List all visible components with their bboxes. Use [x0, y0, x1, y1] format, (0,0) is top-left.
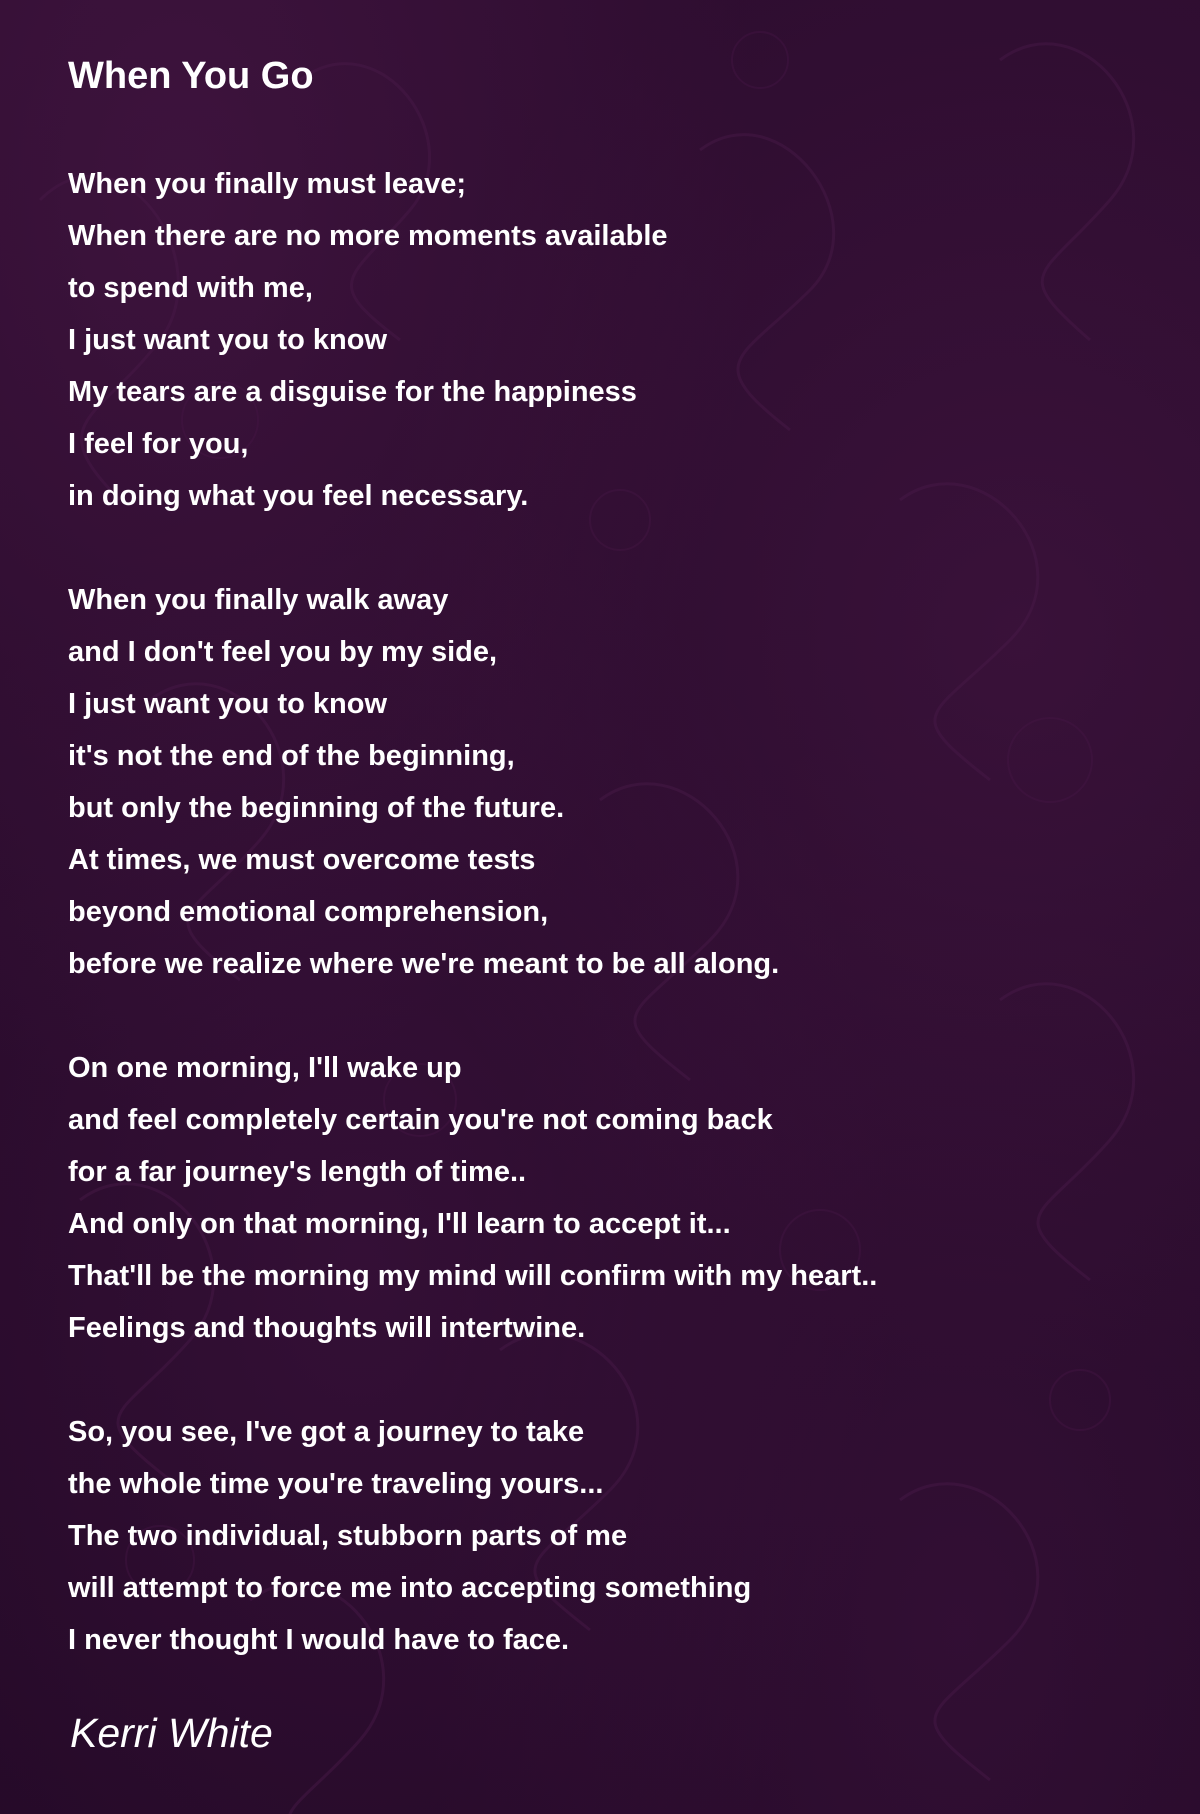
poem-line: beyond emotional comprehension,: [68, 896, 549, 928]
poem-title: When You Go: [68, 55, 314, 97]
poem-line: I never thought I would have to face.: [68, 1624, 570, 1656]
stanza-3: [68, 1042, 1148, 1354]
poem-line: it's not the end of the beginning,: [68, 740, 515, 772]
poem-line: That'll be the morning my mind will confirm with my heart..: [68, 1260, 878, 1292]
poem-line: When there are no more moments available: [68, 220, 668, 252]
poem-line: And only on that morning, I'll learn to accept it...: [68, 1208, 731, 1240]
poem-line: to spend with me,: [68, 272, 313, 304]
poem-line: Feelings and thoughts will intertwine.: [68, 1312, 586, 1344]
stanza-1: [68, 158, 1148, 522]
poem-line: I just want you to know: [68, 324, 387, 356]
stanza-4: [68, 1406, 1148, 1666]
poem-line: The two individual, stubborn parts of me: [68, 1520, 628, 1552]
poem-line: will attempt to force me into accepting something: [68, 1572, 752, 1604]
poem-line: in doing what you feel necessary.: [68, 480, 529, 512]
poem-line: and I don't feel you by my side,: [68, 636, 498, 668]
poem-line: At times, we must overcome tests: [68, 844, 536, 876]
poem-line: On one morning, I'll wake up: [68, 1052, 462, 1084]
poem-line: I just want you to know: [68, 688, 387, 720]
stanza-2: [68, 574, 1148, 990]
poem-author: Kerri White: [70, 1710, 273, 1756]
poem-body: [68, 158, 1148, 1666]
poem-line: I feel for you,: [68, 428, 249, 460]
poem-line: the whole time you're traveling yours...: [68, 1468, 604, 1500]
poem-line: and feel completely certain you're not coming back: [68, 1104, 773, 1136]
poem-line: My tears are a disguise for the happiness: [68, 376, 637, 408]
poem-line: When you finally walk away: [68, 584, 449, 616]
poem-line: for a far journey's length of time..: [68, 1156, 527, 1188]
poem-container: [68, 46, 1148, 1718]
poem-line: So, you see, I've got a journey to take: [68, 1416, 585, 1448]
poem-line: but only the beginning of the future.: [68, 792, 565, 824]
poem-line: before we realize where we're meant to be all along.: [68, 948, 780, 980]
poem-line: When you finally must leave;: [68, 168, 467, 200]
